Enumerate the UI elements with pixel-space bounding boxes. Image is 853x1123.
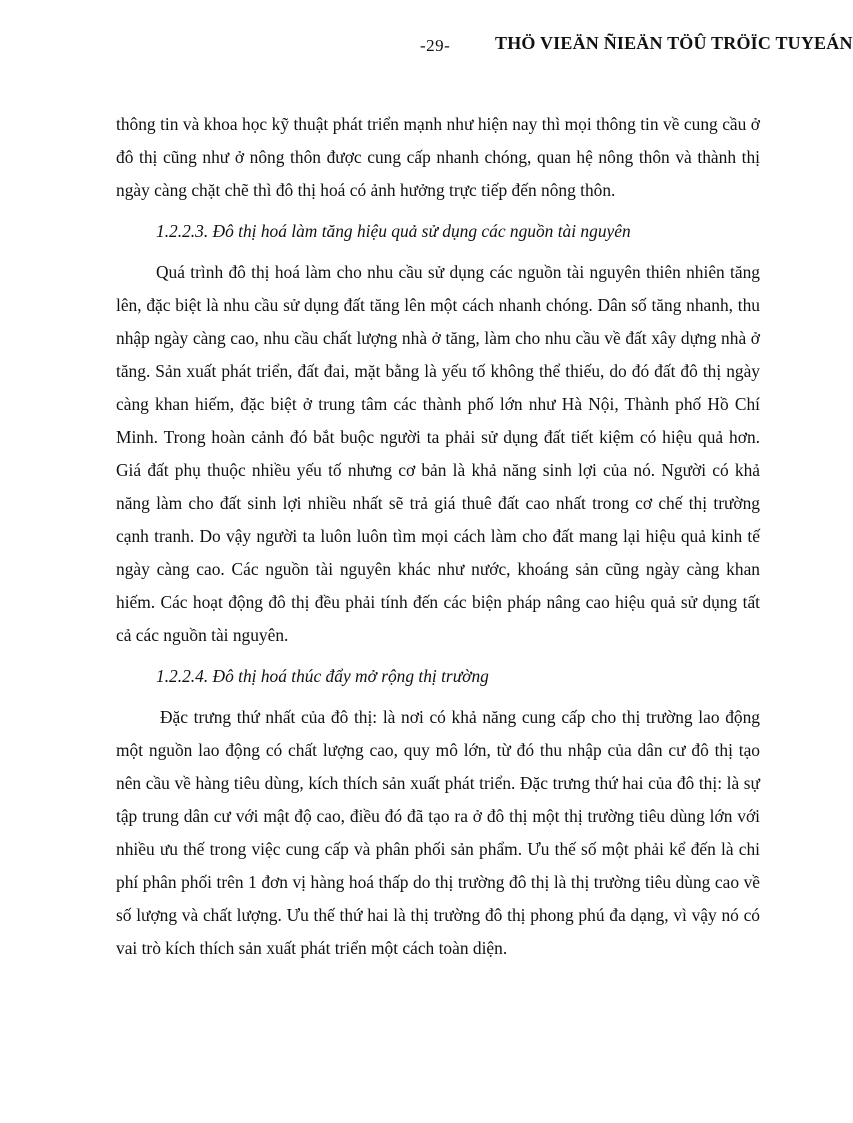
page-number: -29-	[420, 36, 451, 55]
section-heading-1-2-2-3: 1.2.2.3. Đô thị hoá làm tăng hiệu quả sử dụng các nguồn tài nguyên	[156, 221, 631, 241]
section-heading-1-2-2-4: 1.2.2.4. Đô thị hoá thúc đẩy mở rộng thị trường	[156, 666, 489, 686]
running-header-title: THÖ VIEÄN ÑIEÄN TÖÛ TRÖÏC TUYEÁN	[495, 33, 853, 53]
document-body	[116, 108, 760, 973]
paragraph-market-expansion: Đặc trưng thứ nhất của đô thị: là nơi có khả năng cung cấp cho thị trường lao động một nguồn lao động có chất lượng cao, quy mô lớn, từ đó thu nhập của dân cư đô thị tạo nên cầu về hàng tiêu dùng, kích thích sản xuất phát triển. Đặc trưng thứ hai của đô thị: là sự tập trung dân cư với mật độ cao, điều đó đã tạo ra ở đô thị một thị trường tiêu dùng lớn với nhiều ưu thế trong việc cung cấp và phân phối sản phẩm. Ưu thế số một phải kể đến là chi phí phân phối trên 1 đơn vị hàng hoá thấp do thị trường đô thị là thị trường tiêu dùng cao về số lượng và chất lượng. Ưu thế thứ hai là thị trường đô thị phong phú đa dạng, vì vậy nó có vai trò kích thích sản xuất phát triển một cách toàn diện.	[116, 707, 760, 958]
paragraph-resource-efficiency: Quá trình đô thị hoá làm cho nhu cầu sử dụng các nguồn tài nguyên thiên nhiên tăng lên, đặc biệt là nhu cầu sử dụng đất tăng lên một cách nhanh chóng. Dân số tăng nhanh, thu nhập ngày càng cao, nhu cầu chất lượng nhà ở tăng, làm cho nhu cầu về đất xây dựng nhà ở tăng. Sản xuất phát triển, đất đai, mặt bằng là yếu tố không thể thiếu, do đó đất đô thị ngày càng khan hiếm, đặc biệt ở trung tâm các thành phố lớn như Hà Nội, Thành phố Hồ Chí Minh. Trong hoàn cảnh đó bắt buộc người ta phải sử dụng đất tiết kiệm có hiệu quả hơn. Giá đất phụ thuộc nhiều yếu tố nhưng cơ bản là khả năng sinh lợi của nó. Người có khả năng làm cho đất sinh lợi nhiều nhất sẽ trả giá thuê đất cao nhất trong cơ chế thị trường cạnh tranh. Do vậy người ta luôn luôn tìm mọi cách làm cho đất mang lại hiệu quả kinh tế ngày càng cao. Các nguồn tài nguyên khác như nước, khoáng sản cũng ngày càng khan hiếm. Các hoạt động đô thị đều phải tính đến các biện pháp nâng cao hiệu quả sử dụng tất cả các nguồn tài nguyên.	[116, 262, 760, 645]
paragraph-continuation: thông tin và khoa học kỹ thuật phát triển mạnh như hiện nay thì mọi thông tin về cung cầu ở đô thị cũng như ở nông thôn được cung cấp nhanh chóng, quan hệ nông thôn và thành thị ngày càng chặt chẽ thì đô thị hoá có ảnh hưởng trực tiếp đến nông thôn.	[116, 114, 760, 200]
